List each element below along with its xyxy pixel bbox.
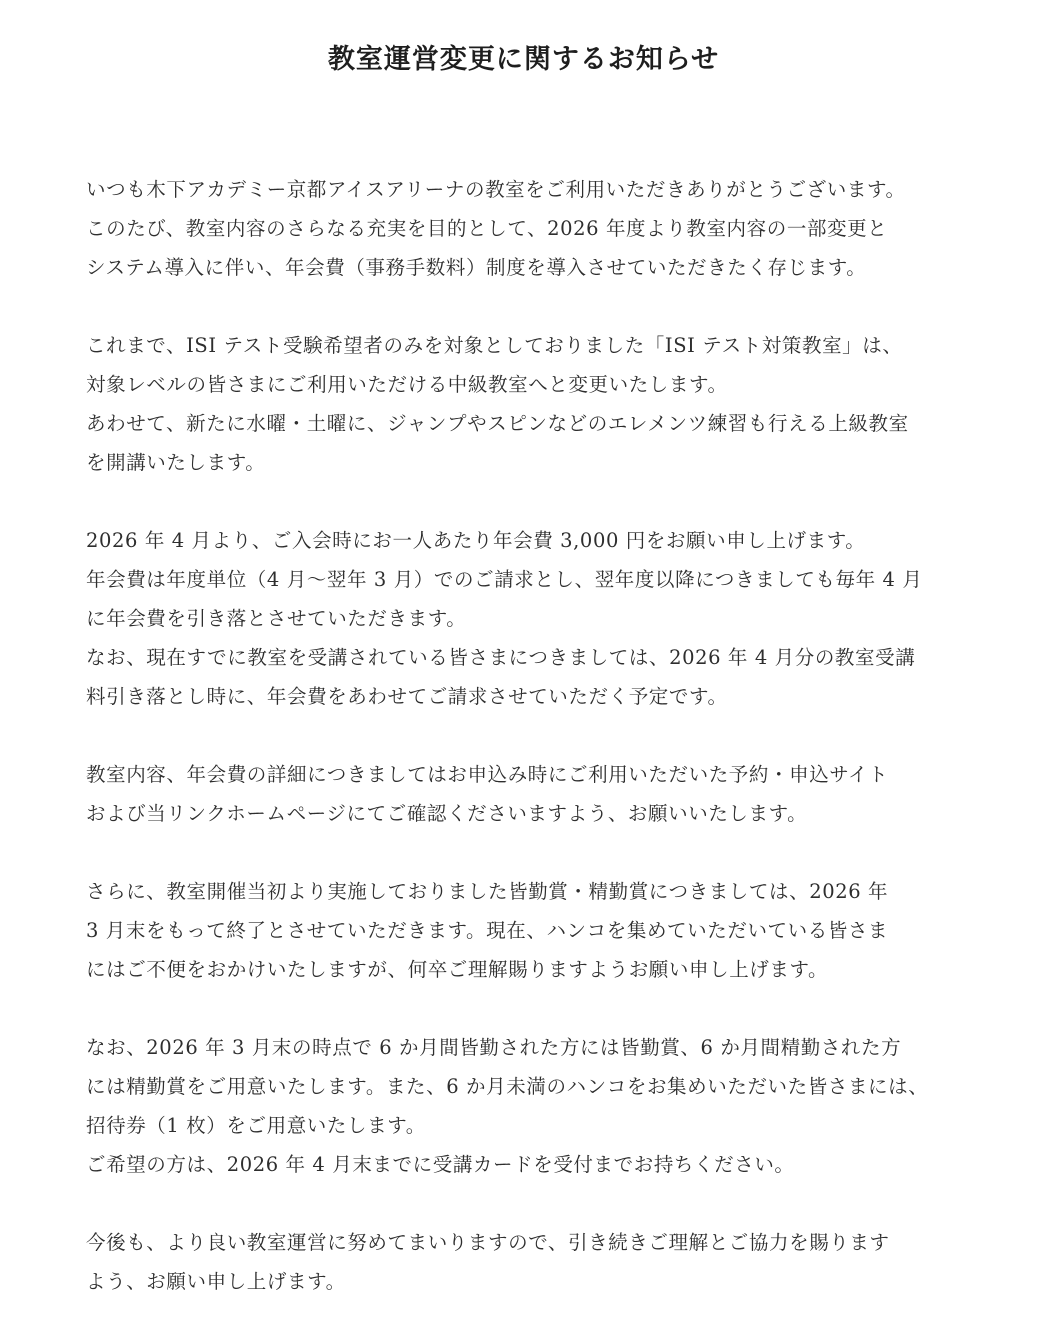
- paragraph-details: [86, 755, 986, 833]
- text-line: には精勤賞をご用意いたします。また、6 か月未満のハンコをお集めいただいた皆さまには、: [86, 1075, 929, 1098]
- text-line: に年会費を引き落とさせていただきます。: [86, 607, 467, 630]
- paragraph-award-end: [86, 872, 986, 989]
- text-line: を開講いたします。: [86, 451, 266, 474]
- text-line: システム導入に伴い、年会費（事務手数料）制度を導入させていただきたく存じます。: [86, 256, 867, 279]
- text-line: 招待券（1 枚）をご用意いたします。: [86, 1114, 426, 1137]
- text-line: 今後も、より良い教室運営に努めてまいりますので、引き続きご理解とご協力を賜ります: [86, 1231, 890, 1254]
- text-line: 3 月末をもって終了とさせていただきます。現在、ハンコを集めていただいている皆さま: [86, 919, 889, 942]
- paragraph-annual-fee: [86, 521, 986, 716]
- text-line: あわせて、新たに水曜・土曜に、ジャンプやスピンなどのエレメンツ練習も行える上級教室: [86, 412, 909, 435]
- paragraph-closing: [86, 1223, 986, 1301]
- notice-title: 教室運営変更に関するお知らせ: [327, 44, 720, 75]
- text-line: これまで、ISI テスト受験希望者のみを対象としておりました「ISI テスト対策教室」は、: [86, 334, 903, 357]
- text-line: このたび、教室内容のさらなる充実を目的として、2026 年度より教室内容の一部変更と: [86, 217, 888, 240]
- text-line: ご希望の方は、2026 年 4 月末までに受講カードを受付までお持ちください。: [86, 1153, 795, 1176]
- text-line: さらに、教室開催当初より実施しておりました皆勤賞・精勤賞につきましては、2026 年: [86, 880, 889, 903]
- text-line: 2026 年 4 月より、ご入会時にお一人あたり年会費 3,000 円をお願い申し上げます。: [86, 529, 866, 552]
- text-line: にはご不便をおかけいたしますが、何卒ご理解賜りますようお願い申し上げます。: [86, 958, 829, 981]
- text-line: 料引き落とし時に、年会費をあわせてご請求させていただく予定です。: [86, 685, 728, 708]
- paragraph-class-change: [86, 326, 986, 482]
- text-line: 対象レベルの皆さまにご利用いただける中級教室へと変更いたします。: [86, 373, 728, 396]
- text-line: 教室内容、年会費の詳細につきましてはお申込み時にご利用いただいた予約・申込サイト: [86, 763, 889, 786]
- paragraph-award-details: [86, 1028, 986, 1184]
- text-line: なお、現在すでに教室を受講されている皆さまにつきましては、2026 年 4 月分の教室受講: [86, 646, 916, 669]
- text-line: なお、2026 年 3 月末の時点で 6 か月間皆勤された方には皆勤賞、6 か月間精勤された方: [86, 1036, 902, 1059]
- text-line: および当リンクホームページにてご確認くださいますよう、お願いいたします。: [86, 802, 808, 825]
- text-line: いつも木下アカデミー京都アイスアリーナの教室をご利用いただきありがとうございます。: [86, 178, 906, 201]
- text-line: よう、お願い申し上げます。: [86, 1270, 346, 1293]
- text-line: 年会費は年度単位（4 月～翌年 3 月）でのご請求とし、翌年度以降につきましても毎年 4 月: [86, 568, 923, 591]
- notice-body: [86, 170, 986, 1340]
- paragraph-greeting: [86, 170, 986, 287]
